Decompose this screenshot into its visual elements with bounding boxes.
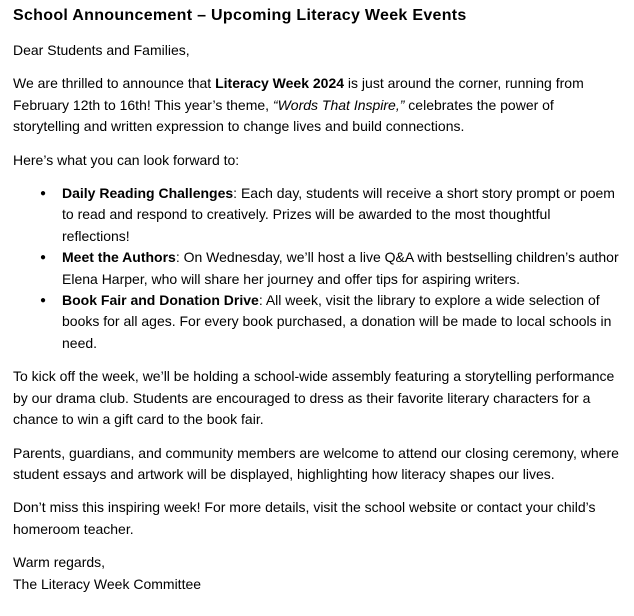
list-item-text: Daily Reading Challenges: Each day, students will receive a short story prompt or poem to read and respond to creatively. Prizes will be awarded to the most thoughtful reflections! xyxy=(62,185,615,244)
signoff-block xyxy=(13,552,622,595)
list-intro-paragraph: Here’s what you can look forward to: xyxy=(13,151,240,168)
ceremony-paragraph: Parents, guardians, and community members are welcome to attend our closing ceremony, where student essays and artwork will be displayed, highlighting how literacy shapes our lives. xyxy=(13,444,619,482)
document-title: School Announcement – Upcoming Literacy Week Events xyxy=(13,7,467,24)
list-item-text: Meet the Authors: On Wednesday, we’ll host a live Q&A with bestselling children’s author Elena Harper, who will share her journey and offer tips for aspiring writers. xyxy=(62,249,619,287)
event-list xyxy=(13,183,622,354)
list-item-meet-the-authors xyxy=(13,247,622,290)
signoff-committee: The Literacy Week Committee xyxy=(13,575,202,592)
signoff-regards: Warm regards, xyxy=(13,554,106,571)
cta-paragraph: Don’t miss this inspiring week! For more details, visit the school website or contact your child’s homeroom teacher. xyxy=(13,499,596,537)
bullet-icon: ● xyxy=(40,252,47,264)
list-item-daily-reading-challenges xyxy=(13,183,622,247)
bullet-icon: ● xyxy=(40,188,47,200)
intro-paragraph: We are thrilled to announce that Literacy Week 2024 is just around the corner, running from February 12th to 16th! This year’s theme, “Words That Inspire,” celebrates the power of storytelling and written expression to change lives and build connections. xyxy=(13,75,584,135)
bullet-icon: ● xyxy=(40,295,47,307)
assembly-paragraph: To kick off the week, we’ll be holding a school-wide assembly featuring a storytelling performance by our drama club. Students are encouraged to dress as their favorite literary characters for a chance to win a gift card to the book fair. xyxy=(13,368,615,428)
salutation-paragraph: Dear Students and Families, xyxy=(13,42,190,58)
list-item-text: Book Fair and Donation Drive: All week, visit the library to explore a wide selection of books for all ages. For every book purchased, a donation will be made to local schools in need. xyxy=(62,292,612,351)
list-item-book-fair-donation-drive xyxy=(13,290,622,354)
